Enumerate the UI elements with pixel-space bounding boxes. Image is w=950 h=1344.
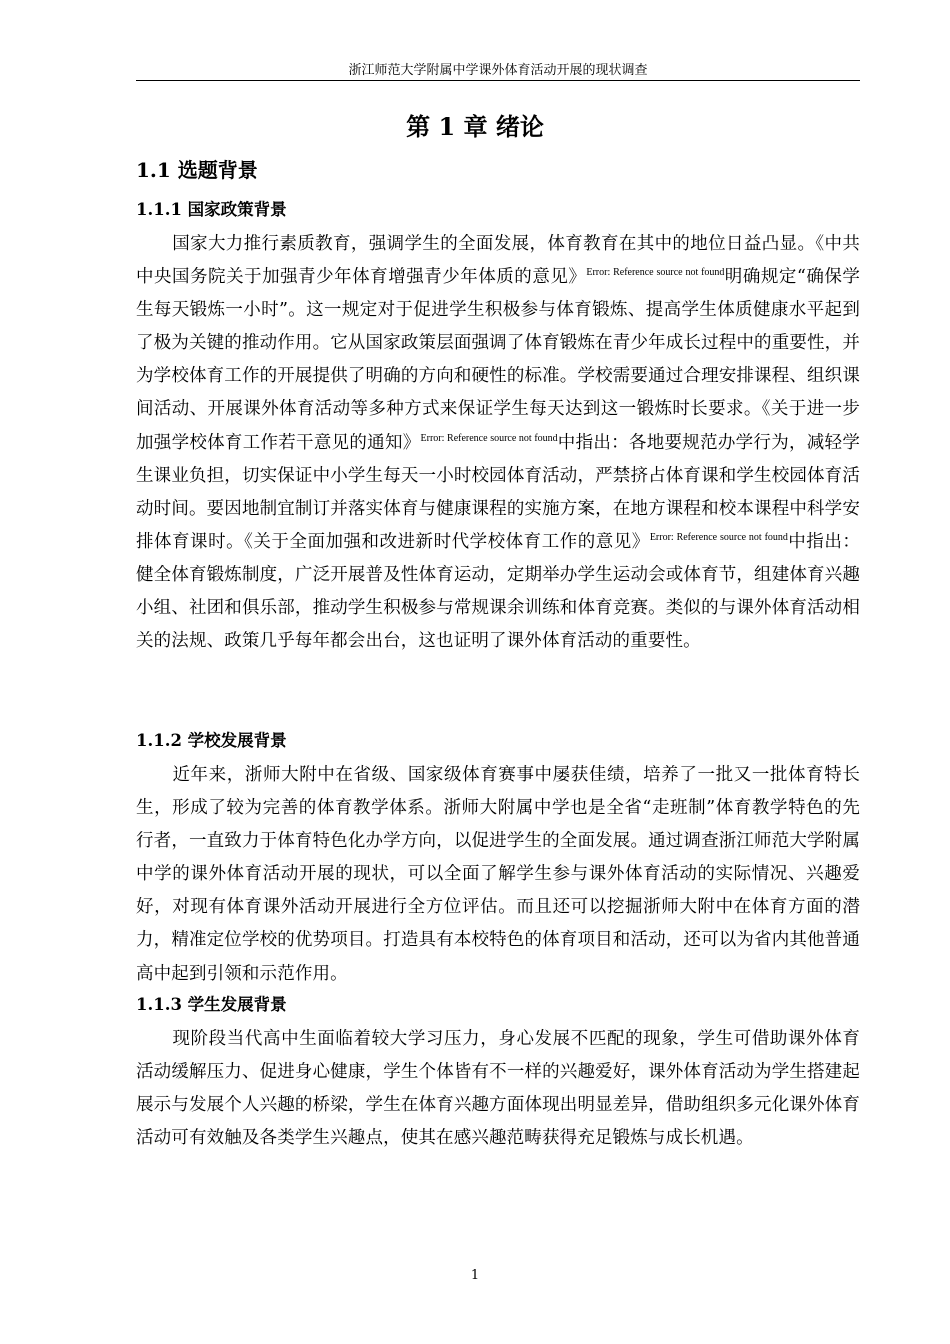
policy-text-4: 中指出：健全体育锻炼制度，广泛开展普及性体育运动，定期举办学生运动会或体育节，组建体育兴趣小组、社团和俱乐部，推动学生积极参与常规课余训练和体育竞赛。类似的与课外体育活动相关的法规、政策几乎每年都会出台，这也证明了课外体育活动的重要性。: [136, 531, 860, 652]
paragraph-student-background: [136, 1023, 860, 1155]
school-text: 近年来，浙师大附中在省级、国家级体育赛事中屡获佳绩，培养了一批又一批体育特长生，形成了较为完善的体育教学体系。浙师大附属中学也是全省“走班制”体育教学特色的先行者，一直致力于体育特色化办学方向，以促进学生的全面发展。通过调查浙江师范大学附属中学的课外体育活动开展的现状，可以全面了解学生参与课外体育活动的实际情况、兴趣爱好，对现有体育课外活动开展进行全方位评估。而且还可以挖掘浙师大附中在体育方面的潜力，精准定位学校的优势项目。打造具有本校特色的体育项目和活动，还可以为省内其他普通高中起到引领和示范作用。: [136, 765, 860, 984]
page-number: 1: [470, 1268, 480, 1283]
header-rule: [136, 80, 860, 81]
subsection-heading-1-1-2: 1.1.2 学校发展背景: [136, 731, 287, 750]
student-text: 现阶段当代高中生面临着较大学习压力，身心发展不匹配的现象，学生可借助课外体育活动缓解压力、促进身心健康，学生个体皆有不一样的兴趣爱好，课外体育活动为学生搭建起展示与发展个人兴趣的桥梁，学生在体育兴趣方面体现出明显差异，借助组织多元化课外体育活动可有效触及各类学生兴趣点，使其在感兴趣范畴获得充足锻炼与成长机遇。: [136, 1029, 860, 1149]
chapter-title: 第 1 章 绪论: [406, 112, 544, 141]
policy-text-2: 明确规定“确保学生每天锻炼一小时”。这一规定对于促进学生积极参与体育锻炼、提高学生体质健康水平起到了极为关键的推动作用。它从国家政策层面强调了体育锻炼在青少年成长过程中的重要性，并为学校体育工作的开展提供了明确的方向和硬性的标准。学校需要通过合理安排课程、组织课间活动、开展课外体育活动等多种方式来保证学生每天达到这一锻炼时长要求。《关于进一步加强学校体育工作若干意见的通知》: [136, 267, 860, 453]
paragraph-school-background: [136, 759, 860, 991]
policy-text-3: 中指出：各地要规范办学行为，减轻学生课业负担，切实保证中小学生每天一小时校园体育活动，严禁挤占体育课和学生校园体育活动时间。要因地制宜制订并落实体育与健康课程的实施方案，在地方课程和校本课程中科学安排体育课时。《关于全面加强和改进新时代学校体育工作的意见》: [136, 432, 860, 552]
subsection-heading-1-1-1: 1.1.1 国家政策背景: [136, 200, 287, 219]
citation-error-2: Error: Reference source not found: [420, 432, 558, 444]
paragraph-policy-background: [136, 228, 860, 658]
citation-error-1: Error: Reference source not found: [586, 267, 725, 279]
section-heading-1-1: 1.1 选题背景: [136, 158, 258, 182]
subsection-heading-1-1-3: 1.1.3 学生发展背景: [136, 995, 287, 1014]
running-header: 浙江师范大学附属中学课外体育活动开展的现状调查: [348, 63, 648, 78]
citation-error-3: Error: Reference source not found: [649, 532, 788, 544]
policy-text-1: 国家大力推行素质教育，强调学生的全面发展，体育教育在其中的地位日益凸显。《中共中央国务院关于加强青少年体育增强青少年体质的意见》: [136, 234, 860, 288]
